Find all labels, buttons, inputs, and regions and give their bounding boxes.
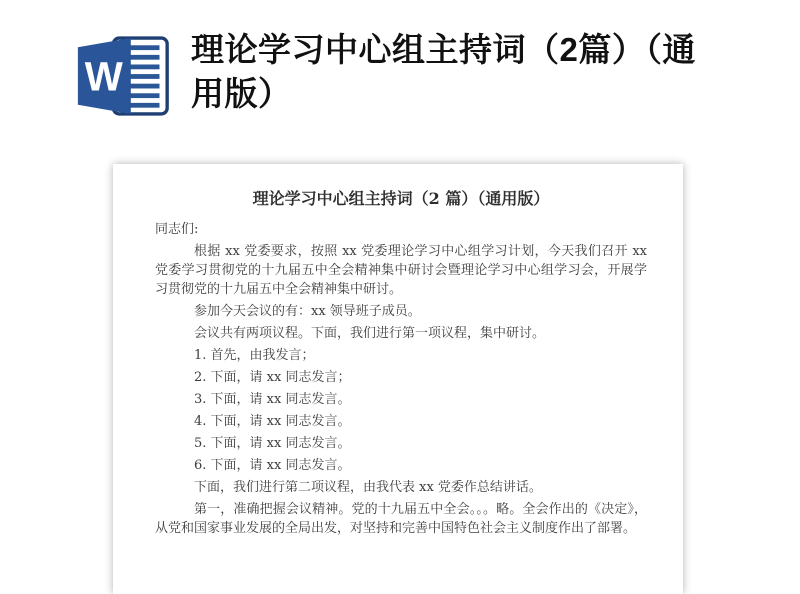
doc-salutation: 同志们: [155,222,199,237]
word-icon-letter: W [84,53,123,100]
doc-list-item: 4. 下面，请 xx 同志发言。 [194,414,351,429]
doc-paragraph: 根据 xx 党委要求，按照 xx 党委理论学习中心组学习计划，今天我们召开 xx 党委学习贯彻党的十九届五中全会精神集中研讨会暨理论学习中心组学习会，开展学习贯彻党的十九届五中全会精神集中研讨。 [155,244,647,297]
page-header [75,28,696,118]
doc-title: 理论学习中心组主持词（2 篇）（通用版） [252,189,550,208]
doc-paragraph: 会议共有两项议程。下面，我们进行第一项议程，集中研讨。 [194,326,546,341]
doc-paragraph: 下面，我们进行第二项议程，由我代表 xx 党委作总结讲话。 [194,480,542,495]
document-preview-page[interactable] [113,164,683,594]
doc-list-item: 1. 首先，由我发言； [194,348,315,363]
doc-list-item: 5. 下面，请 xx 同志发言。 [194,436,351,451]
doc-list-item: 2. 下面，请 xx 同志发言； [194,370,351,385]
doc-paragraph: 参加今天会议的有：xx 领导班子成员。 [194,304,421,319]
word-icon [75,34,171,118]
doc-paragraph: 第一，准确把握会议精神。党的十九届五中全会。。。略。全会作出的《决定》，从党和国家事业发展的全局出发，对坚持和完善中国特色社会主义制度作出了部署。 [155,502,647,536]
page-title: 理论学习中心组主持词（2篇）（通用版） [191,31,696,112]
doc-list-item: 6. 下面，请 xx 同志发言。 [194,458,351,473]
doc-list-item: 3. 下面，请 xx 同志发言。 [194,392,351,407]
